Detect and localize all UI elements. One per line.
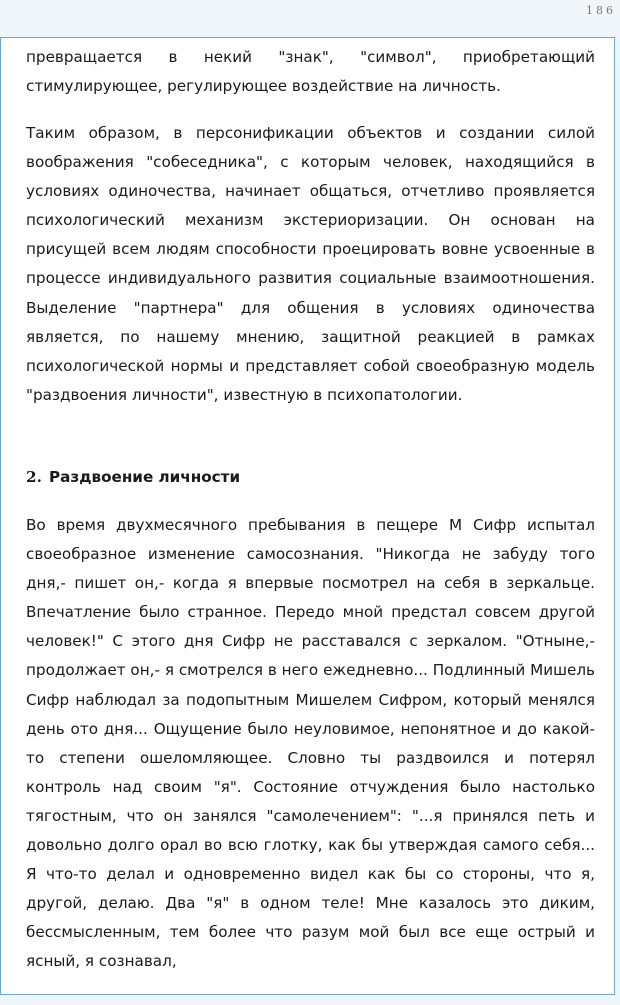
page-number: 186 [586,4,616,17]
section-heading [26,462,595,492]
paragraph-conclusion: Таким образом, в персонификации объектов и создании силой воображения "собеседника", с которым человек, находящийся в условиях одиночества, начинает общаться, отчетливо проявляется психологический механизм экстериоризации. Он основан на присущей всем людям способности проецировать вовне усвоенные в процессе индивидуального развития социальные взаимоотношения. Выделение "партнера" для общения в условиях одиночества является, по нашему мнению, защитной реакцией в рамках психологической нормы и представляет собой своеобразную модель "раздвоения личности", известную в психопатологии. [26,124,595,404]
section-number: 2. [26,468,42,486]
paragraph-intro: превращается в некий "знак", "символ", приобретающий стимулирующее, регулирующее воздействие на личность. [26,48,595,96]
section-title: Раздвоение личности [49,468,241,486]
paragraph-body: Во время двухмесячного пребывания в пещере М Сифр испытал своеобразное изменение самосознания. "Никогда не забуду того дня,- пишет он,- когда я впервые посмотрел на себя в зеркальце. Впечатление было странное. Передо мной предстал совсем другой человек!" С этого дня Сифр не расставался с зеркалом. "Отныне,- продолжает он,- я смотрелся в него ежедневно... Подлинный Мишель Сифр наблюдал за подопытным Мишелем Сифром, который менялся день ото дня... Ощущение было неуловимое, непонятное и до какой-то степени ошеломляющее. Словно ты раздвоился и потерял контроль над своим "я". Состояние отчуждения было настолько тягостным, что он занялся "самолечением": "...я принялся петь и довольно долго орал во всю глотку, как бы утверждая самого себя... Я что-то делал и одновременно видел как бы со стороны, что я, другой, делаю. Два "я" в одном теле! Мне казалось это диким, бессмысленным, тем более что разум мой был все еще острый и ясный, я сознавал, [26,516,595,971]
document-page [0,37,615,995]
